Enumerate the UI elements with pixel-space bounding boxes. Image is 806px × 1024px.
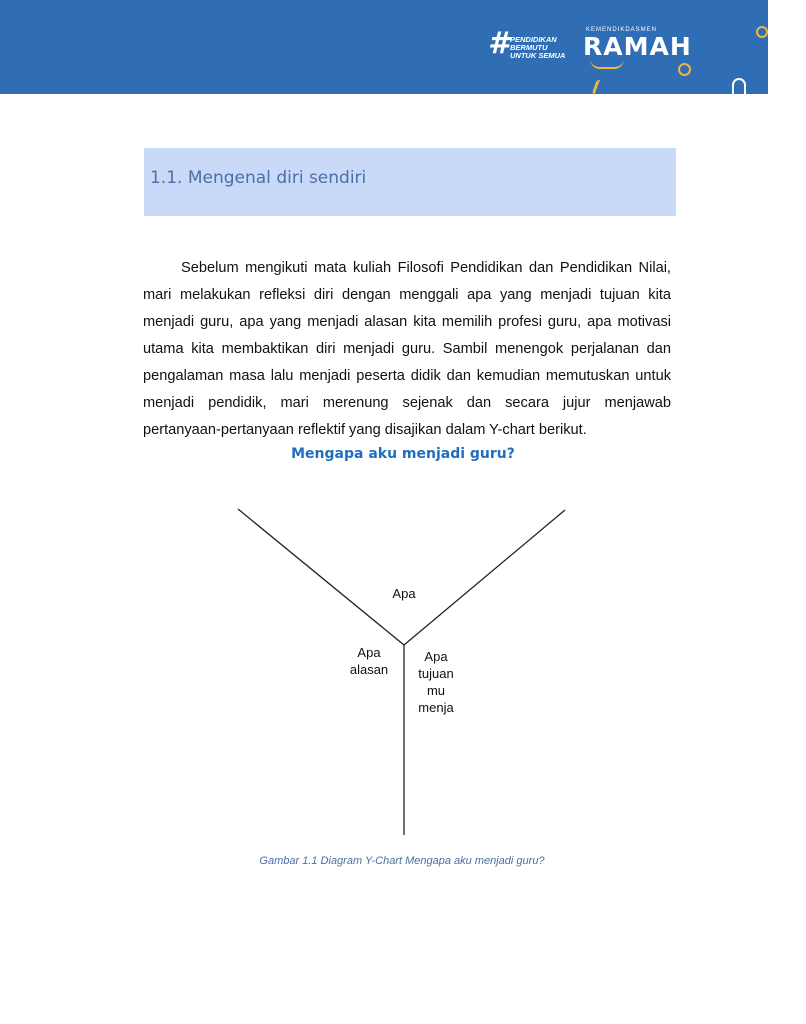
logo-ramah: RAMAH xyxy=(583,32,692,61)
y-chart-label-top: Apa xyxy=(392,586,416,601)
y-chart-label-right: Apa tujuan mu menja xyxy=(418,649,454,715)
logo-line: UNTUK SEMUA xyxy=(510,51,566,60)
logo-line: PENDIDIKAN xyxy=(510,35,557,44)
y-chart-left-arm xyxy=(238,509,404,645)
logo-line: BERMUTU xyxy=(510,43,548,52)
section-title: 1.1. Mengenal diri sendiri xyxy=(150,168,367,188)
logo-ministry-small: KEMENDIKDASMEN xyxy=(586,27,658,33)
y-chart-label-left: Apa alasan xyxy=(349,645,389,677)
diagram-title: Mengapa aku menjadi guru? xyxy=(291,446,515,462)
y-chart-right-arm xyxy=(404,510,565,645)
body-paragraph: Sebelum mengikuti mata kuliah Filosofi Pendidikan dan Pendidikan Nilai, mari melakukan refleksi diri dengan menggali apa yang menjadi tujuan kita menjadi guru, apa yang menjadi alasan kita memilih profesi guru, apa motivasi utama kita membaktikan diri menjadi guru. Sambil menengok perjalanan dan pengalaman masa lalu menjadi peserta didik dan kemudian memutuskan untuk menjadi pendidik, mari merenung sejenak dan secara jujur menjawab pertanyaan-pertanyaan reflektif yang disajikan dalam Y-chart berikut. xyxy=(143,260,671,438)
figure-caption: Gambar 1.1 Diagram Y-Chart Mengapa aku menjadi guru? xyxy=(259,855,545,867)
hashtag-logo-icon: # xyxy=(488,26,509,61)
